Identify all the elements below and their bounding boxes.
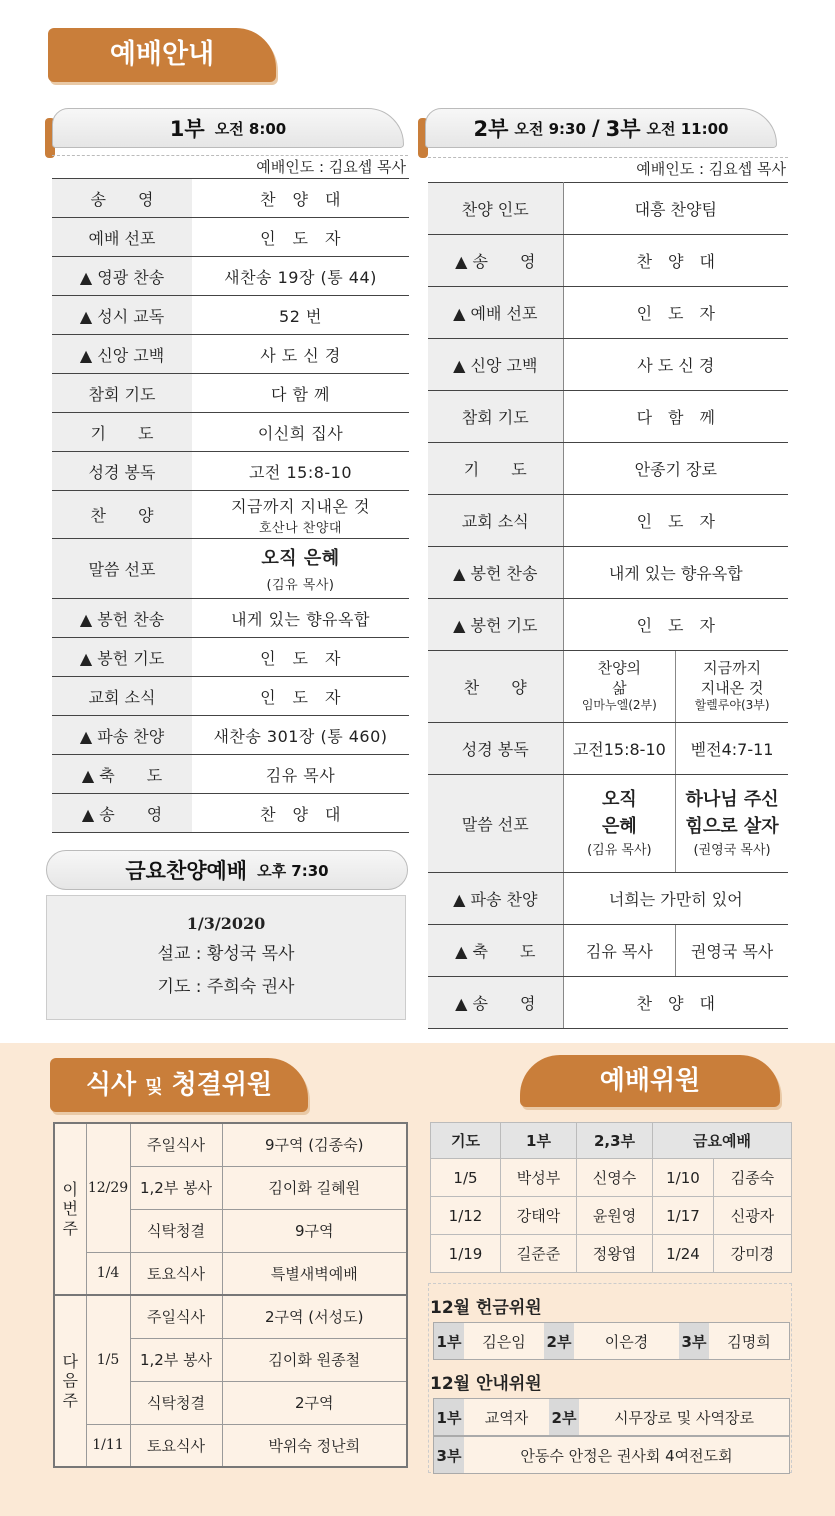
- order-label: 송 영: [52, 179, 192, 218]
- service1-order-table: [52, 178, 409, 833]
- duty-value: 2구역: [222, 1381, 407, 1424]
- order-label: 교회 소식: [428, 495, 563, 547]
- friday-prayer: 기도 : 주희숙 권사: [157, 977, 295, 997]
- sermon-label: 말씀 선포: [428, 775, 563, 873]
- table-row: [52, 257, 409, 296]
- order-label: 성경 봉독: [52, 452, 192, 491]
- table-row: [52, 452, 409, 491]
- order-value: 인 도 자: [563, 495, 788, 547]
- order-label: ▲ 봉헌 기도: [428, 599, 563, 651]
- order-value: 찬 양 대: [192, 179, 409, 218]
- friday-header: [46, 850, 408, 890]
- table-row: [52, 374, 409, 413]
- order-value: 새찬송 301장 (통 460): [192, 716, 409, 755]
- col-friday: 금요예배: [653, 1123, 792, 1159]
- table-row: [52, 677, 409, 716]
- order-label: 참회 기도: [428, 391, 563, 443]
- order-label: ▲ 파송 찬양: [52, 716, 192, 755]
- table-row: [428, 547, 788, 599]
- duty-kind: 1,2부 봉사: [130, 1166, 222, 1209]
- duty-kind: 식탁청결: [130, 1209, 222, 1252]
- guide-row-2: 3부 안동수 안정은 권사회 4여전도회: [433, 1436, 790, 1474]
- table-row: [52, 599, 409, 638]
- order-value: 내게 있는 향유옥합: [192, 599, 409, 638]
- duty-value: 특별새벽예배: [222, 1252, 407, 1295]
- service1-leader: 예배인도 : 김요셉 목사: [52, 155, 408, 177]
- table-row: [52, 413, 409, 452]
- order-value: 안종기 장로: [563, 443, 788, 495]
- order-label: 찬 양: [52, 491, 192, 539]
- order-label: 참회 기도: [52, 374, 192, 413]
- end-value: 찬 양 대: [563, 977, 788, 1029]
- duty-value: 9구역: [222, 1209, 407, 1252]
- service2-name: 2부: [473, 117, 509, 141]
- offering-row: 1부 김은임 2부 이은경 3부 김명희: [433, 1322, 790, 1360]
- order-value: 새찬송 19장 (통 44): [192, 257, 409, 296]
- duty-kind: 식탁청결: [130, 1381, 222, 1424]
- order-value: 인 도 자: [563, 287, 788, 339]
- sermon-2: 오직 은혜 (김유 목사): [563, 775, 676, 873]
- table-row: [428, 599, 788, 651]
- order-label: ▲ 봉헌 찬송: [52, 599, 192, 638]
- order-label: ▲ 예배 선포: [428, 287, 563, 339]
- order-value: 52 번: [192, 296, 409, 335]
- service1-header: [52, 108, 404, 148]
- guide-title: 12월 안내위원: [430, 1374, 542, 1394]
- order-value: 지금까지 지내온 것 호산나 찬양대: [192, 491, 409, 539]
- order-label: 예배 선포: [52, 218, 192, 257]
- service23-header: 2부 오전 9:30 / 3부 오전 11:00: [425, 108, 777, 148]
- service2-time: 오전 9:30: [514, 119, 586, 138]
- table-row: 1/5 박성부 신영수 1/10 김종숙: [431, 1159, 792, 1197]
- duty-kind: 주일식사: [130, 1123, 222, 1166]
- bible-2: 고전15:8-10: [563, 723, 676, 775]
- meal-title-tab: 식사 및 청결위원: [50, 1058, 308, 1112]
- table-row: [52, 794, 409, 833]
- order-label: 교회 소식: [52, 677, 192, 716]
- table-row: [428, 339, 788, 391]
- order-label: ▲ 영광 찬송: [52, 257, 192, 296]
- col-service23: 2,3부: [577, 1123, 653, 1159]
- date-1-5: 1/5: [86, 1295, 130, 1424]
- service23-leader: 예배인도 : 김요셉 목사: [428, 157, 788, 179]
- worship-duty-table: [430, 1122, 792, 1273]
- order-value: 사 도 신 경: [563, 339, 788, 391]
- duty-value: 김이화 원종철: [222, 1338, 407, 1381]
- duty-kind: 토요식사: [130, 1252, 222, 1295]
- table-row: [428, 391, 788, 443]
- bible-label: 성경 봉독: [428, 723, 563, 775]
- end-label: ▲ 송 영: [428, 977, 563, 1029]
- duty-kind: 1,2부 봉사: [130, 1338, 222, 1381]
- guide-row-1: 1부 교역자 2부 시무장로 및 사역장로: [433, 1398, 790, 1436]
- order-label: 찬양 인도: [428, 183, 563, 235]
- table-row: [428, 287, 788, 339]
- praise-3: 지금까지 지내온 것 할렐루야(3부): [676, 651, 788, 723]
- order-label: ▲ 신앙 고백: [428, 339, 563, 391]
- order-label: ▲ 성시 교독: [52, 296, 192, 335]
- order-label: 기 도: [52, 413, 192, 452]
- duty-value: 9구역 (김종숙): [222, 1123, 407, 1166]
- order-value: 인 도 자: [563, 599, 788, 651]
- bless-label: ▲ 축 도: [428, 925, 563, 977]
- duty-value: 박위숙 정난희: [222, 1424, 407, 1467]
- table-row: [52, 491, 409, 539]
- order-label: ▲ 송 영: [428, 235, 563, 287]
- order-value: 다 함 께: [563, 391, 788, 443]
- bless-3: 권영국 목사: [676, 925, 788, 977]
- table-row: [52, 335, 409, 374]
- duty-value: 김이화 길혜원: [222, 1166, 407, 1209]
- friday-time: 오후 7:30: [257, 861, 329, 880]
- friday-box: [46, 895, 406, 1020]
- table-row: 1/12 강태악 윤원영 1/17 신광자: [431, 1197, 792, 1235]
- friday-date: 1/3/2020: [186, 914, 266, 933]
- send-label: ▲ 파송 찬양: [428, 873, 563, 925]
- service3-name: 3부: [605, 117, 641, 141]
- service3-time: 오전 11:00: [646, 119, 729, 138]
- table-row: [428, 443, 788, 495]
- order-label: ▲ 봉헌 기도: [52, 638, 192, 677]
- order-value: 인 도 자: [192, 677, 409, 716]
- date-1-11: 1/11: [86, 1424, 130, 1467]
- send-value: 너희는 가만히 있어: [563, 873, 788, 925]
- order-value: 내게 있는 향유옥합: [563, 547, 788, 599]
- bible-3: 벧전4:7-11: [676, 723, 788, 775]
- table-row: [52, 179, 409, 218]
- main-title-tab: 예배안내: [48, 28, 276, 82]
- order-value: 김유 목사: [192, 755, 409, 794]
- order-value: 사 도 신 경: [192, 335, 409, 374]
- table-row: [52, 755, 409, 794]
- order-label: ▲ 봉헌 찬송: [428, 547, 563, 599]
- order-label: 기 도: [428, 443, 563, 495]
- offering-title: 12월 헌금위원: [430, 1298, 542, 1318]
- duty-kind: 토요식사: [130, 1424, 222, 1467]
- praise-2: 찬양의 삶 임마누엘(2부): [563, 651, 676, 723]
- service1-name: 1부: [169, 117, 205, 141]
- table-row: [52, 638, 409, 677]
- friday-title: 금요찬양예배: [125, 859, 248, 883]
- order-label: ▲ 송 영: [52, 794, 192, 833]
- table-row: [428, 235, 788, 287]
- duty-title-tab: 예배위원: [520, 1055, 780, 1107]
- sermon-3: 하나님 주신 힘으로 살자 (권영국 목사): [676, 775, 788, 873]
- meal-cleaning-table: [53, 1122, 408, 1468]
- order-value: 다 함 께: [192, 374, 409, 413]
- table-row: [428, 183, 788, 235]
- order-value: 이신희 집사: [192, 413, 409, 452]
- date-1-4: 1/4: [86, 1252, 130, 1295]
- praise-label: 찬 양: [428, 651, 563, 723]
- duty-kind: 주일식사: [130, 1295, 222, 1338]
- order-label: ▲ 축 도: [52, 755, 192, 794]
- order-value: 찬 양 대: [563, 235, 788, 287]
- this-week-label: 이번주: [54, 1123, 86, 1295]
- table-row: [52, 716, 409, 755]
- order-value: 인 도 자: [192, 638, 409, 677]
- col-prayer: 기도: [431, 1123, 501, 1159]
- bless-2: 김유 목사: [563, 925, 676, 977]
- next-week-label: 다음주: [54, 1295, 86, 1467]
- date-12-29: 12/29: [86, 1123, 130, 1252]
- order-label: ▲ 신앙 고백: [52, 335, 192, 374]
- table-row: [52, 296, 409, 335]
- order-value: 오직 은혜 (김유 목사): [192, 539, 409, 599]
- order-value: 인 도 자: [192, 218, 409, 257]
- friday-preacher: 설교 : 황성국 목사: [157, 944, 295, 964]
- table-row: [52, 539, 409, 599]
- order-label: 말씀 선포: [52, 539, 192, 599]
- order-value: 찬 양 대: [192, 794, 409, 833]
- table-row: 1/19 길준준 정왕엽 1/24 강미경: [431, 1235, 792, 1273]
- table-row: [428, 495, 788, 547]
- col-service1: 1부: [501, 1123, 577, 1159]
- order-value: 고전 15:8-10: [192, 452, 409, 491]
- service23-order-table: [428, 182, 788, 1029]
- service1-time: 오전 8:00: [214, 119, 287, 138]
- duty-value: 2구역 (서성도): [222, 1295, 407, 1338]
- table-row: [52, 218, 409, 257]
- order-value: 대흥 찬양팀: [563, 183, 788, 235]
